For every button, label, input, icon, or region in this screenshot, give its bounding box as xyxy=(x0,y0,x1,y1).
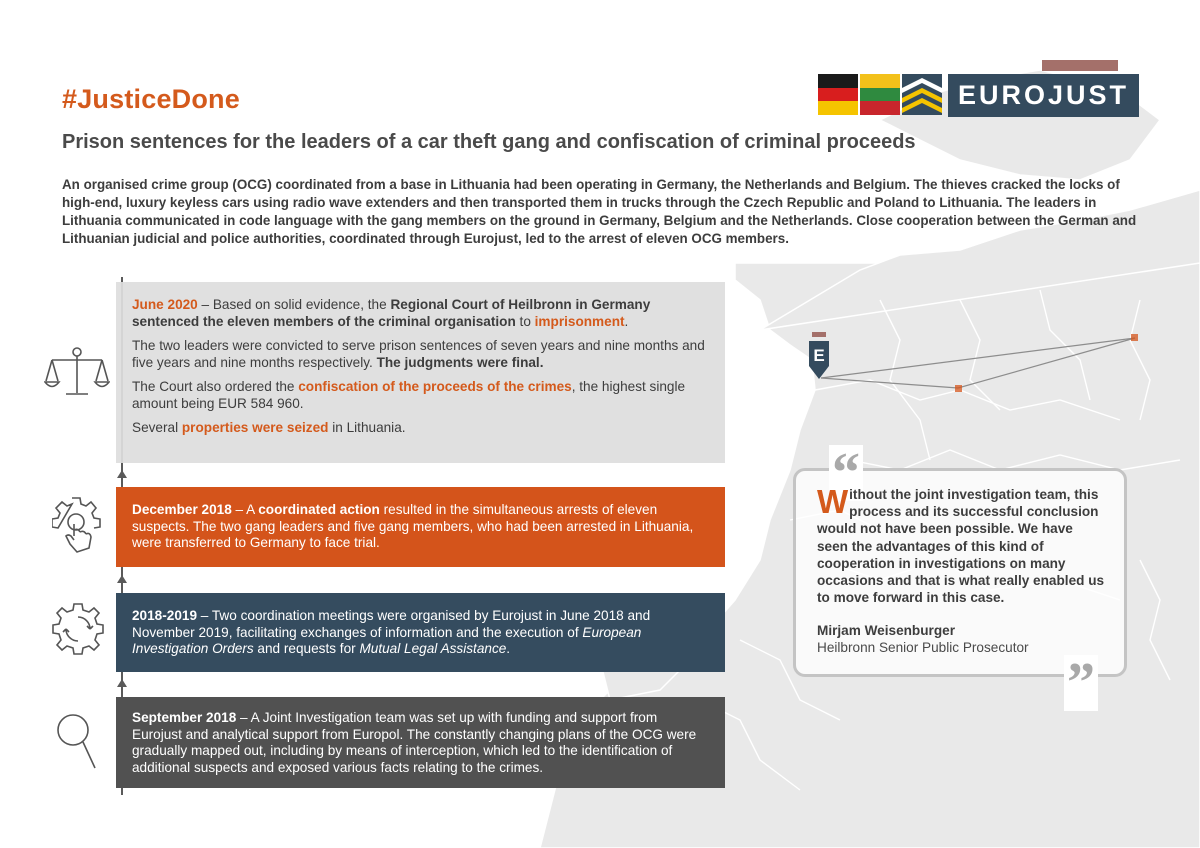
lithuania-flag xyxy=(860,74,900,115)
entry-date: September 2018 xyxy=(132,710,237,725)
entry-date: 2018-2019 xyxy=(132,608,198,623)
entry-text: – Based on solid evidence, the xyxy=(197,297,391,312)
entry-highlight: properties were seized xyxy=(181,420,329,435)
entry-text: – A Joint Investigation team was set up with funding and support from Eurojust and analytical support from Europol. The constantly changing plans of the OCG were gradually mapped out, including by means of interception, which led to the identification of additional suspects and exposed various facts relating to the crimes. xyxy=(132,710,697,775)
map-pin-letter: E xyxy=(813,346,825,365)
cog-cycle-icon xyxy=(50,601,106,657)
entry-text: resulted in the simultaneous arrests of eleven suspects. The two gang leaders and five gang members, who had been arrested in Lithuania, were transferred to Germany to face trial. xyxy=(132,502,694,550)
quote-author: Mirjam Weisenburger xyxy=(817,623,955,638)
entry-text: to xyxy=(515,313,535,329)
entry-text: – A xyxy=(231,502,259,517)
quote-text xyxy=(817,483,1107,606)
partner-flags xyxy=(818,74,944,115)
hashtag-heading: #JusticeDone xyxy=(62,84,240,114)
entry-paragraph xyxy=(132,710,709,776)
entry-paragraph xyxy=(132,608,709,658)
page-title: Prison sentences for the leaders of a car theft gang and confiscation of criminal proceeds xyxy=(62,131,916,153)
entry-text: The two leaders were convicted to serve prison sentences of seven years and nine months and five years and nine months respectively. xyxy=(132,338,705,370)
scales-of-justice-icon xyxy=(44,345,110,401)
entry-paragraph xyxy=(132,502,709,552)
quote-body: ithout the joint investigation team, this process and its successful conclusion would not have been possible. We have seen the advantages of this kind of cooperation in investigations on many occasions and that is what really enabled us to move forward in this case. xyxy=(817,487,1105,606)
intro-paragraph: An organised crime group (OCG) coordinated from a base in Lithuania had been operating in Germany, the Netherlands and Belgium. The thieves cracked the locks of high-end, luxury keyless cars using radio wave extenders and then transported them in trucks through the Czech Republic and Poland to Lithuania. The leaders in Lithuania communicated in code language with the gang members on the ground in Germany, Belgium and the Netherlands. Close cooperation between the German and Lithuanian judicial and police authorities, coordinated through Eurojust, led to the arrest of eleven OCG members. xyxy=(62,177,1137,246)
logo-accent-bar xyxy=(1042,60,1118,71)
entry-text: , the highest single amount being EUR 584 960. xyxy=(132,379,686,411)
entry-text-italic: European Investigation Orders xyxy=(132,624,642,656)
germany-flag xyxy=(818,74,858,115)
entry-text: Several xyxy=(132,420,182,435)
entry-date: December 2018 xyxy=(132,502,232,517)
open-quote-mark: “ xyxy=(829,445,863,501)
timeline-entry-december-2018 xyxy=(116,487,725,567)
eurojust-chevron-flag xyxy=(902,74,942,115)
gear-hand-icon xyxy=(52,494,102,556)
entry-date: June 2020 xyxy=(132,297,198,312)
quote-drop-letter: W xyxy=(817,483,849,520)
entry-text: . xyxy=(624,313,629,329)
entry-text-bold: The judgments were final. xyxy=(376,354,544,370)
entry-text-italic: Mutual Legal Assistance xyxy=(359,641,507,656)
chevron-icon xyxy=(902,74,942,115)
entry-text-bold: coordinated action xyxy=(258,502,380,517)
entry-text-bold: Regional Court of Heilbronn in Germany sentenced the eleven members of the criminal organisation xyxy=(132,297,651,329)
timeline-entry-2018-2019 xyxy=(116,593,725,672)
entry-text: The Court also ordered the xyxy=(132,379,299,394)
timeline-arrow xyxy=(117,575,127,583)
timeline-entry-september-2018 xyxy=(116,697,725,788)
entry-highlight: confiscation of the proceeds of the crimes xyxy=(298,379,572,394)
entry-text: in Lithuania. xyxy=(328,420,406,435)
entry-highlight: imprisonment xyxy=(534,313,625,329)
timeline-entry-june-2020 xyxy=(116,282,725,463)
entry-paragraph xyxy=(132,420,709,437)
magnifier-icon xyxy=(55,712,101,772)
map-pin-icon xyxy=(808,330,834,382)
entry-paragraph xyxy=(132,379,709,412)
entry-text: . xyxy=(506,641,511,656)
quote-author-role: Heilbronn Senior Public Prosecutor xyxy=(817,640,1029,655)
entry-text: – Two coordination meetings were organised by Eurojust in June 2018 and November 2019, facilitating exchanges of information and the execution of xyxy=(132,608,651,640)
close-quote-mark: ” xyxy=(1064,655,1098,711)
timeline-arrow xyxy=(117,679,127,687)
entry-text: and requests for xyxy=(253,641,360,656)
entry-paragraph xyxy=(132,338,709,371)
timeline-arrow xyxy=(117,470,127,478)
eurojust-logo: EUROJUST xyxy=(948,74,1139,117)
entry-paragraph xyxy=(132,297,709,330)
